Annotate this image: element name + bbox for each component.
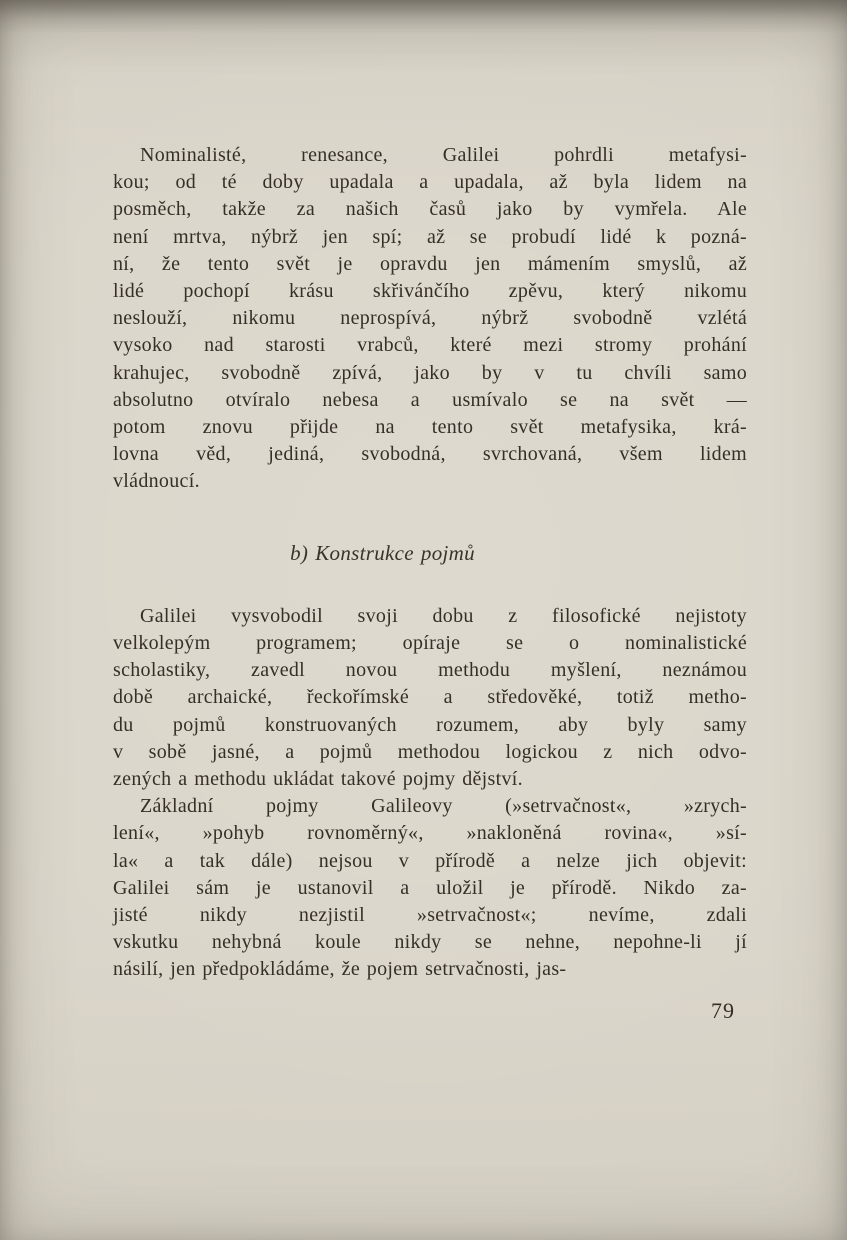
text-line: lidé pochopí krásu skřivánčího zpěvu, který nikomu bbox=[113, 280, 747, 303]
text-line: lovna věd, jediná, svobodná, svrchovaná, všem lidem bbox=[113, 443, 747, 466]
text-line: násilí, jen předpokládáme, že pojem setrvačnosti, jas- bbox=[113, 958, 567, 981]
text-line: vládnoucí. bbox=[113, 470, 200, 493]
text-line: jisté nikdy nezjistil »setrvačnost«; nevíme, zdali bbox=[113, 904, 747, 927]
text-line: vskutku nehybná koule nikdy se nehne, nepohne-li jí bbox=[113, 931, 747, 954]
text-line: Galilei sám je ustanovil a uložil je přírodě. Nikdo za- bbox=[113, 876, 747, 899]
text-line: zených a methodu ukládat takové pojmy dějství. bbox=[113, 768, 523, 791]
text-line: posměch, takže za našich časů jako by vymřela. Ale bbox=[113, 198, 747, 221]
text-line: Galilei vysvobodil svoji dobu z filosofické nejistoty bbox=[140, 604, 747, 627]
text-line: kou; od té doby upadala a upadala, až byla lidem na bbox=[113, 171, 747, 194]
text-line: vysoko nad starosti vrabců, které mezi stromy prohání bbox=[113, 334, 747, 357]
paragraph-nominalists bbox=[113, 142, 747, 496]
text-line: absolutno otvíralo nebesa a usmívalo se na svět — bbox=[113, 388, 747, 411]
text-line: la« a tak dále) nejsou v přírodě a nelze jich objevit: bbox=[113, 849, 747, 872]
text-line: du pojmů konstruovaných rozumem, aby byly samy bbox=[113, 713, 747, 736]
text-line: ní, že tento svět je opravdu jen mámením smyslů, až bbox=[113, 252, 747, 275]
text-line: době archaické, řeckořímské a středověké, totiž metho- bbox=[113, 686, 747, 709]
text-line: scholastiky, zavedl novou methodu myšlení, neznámou bbox=[113, 659, 747, 682]
paragraph-basic-concepts bbox=[113, 793, 747, 983]
text-line: velkolepým programem; opíraje se o nominalistické bbox=[113, 632, 747, 655]
text-line: není mrtva, nýbrž jen spí; až se probudí lidé k pozná- bbox=[113, 225, 747, 248]
text-line: lení«, »pohyb rovnoměrný«, »nakloněná rovina«, »sí- bbox=[113, 822, 747, 845]
text-line: krahujec, svobodně zpívá, jako by v tu chvíli samo bbox=[113, 361, 747, 384]
section-heading: b) Konstrukce pojmů bbox=[290, 540, 475, 565]
page-number: 79 bbox=[711, 998, 735, 1023]
text-block bbox=[113, 142, 747, 984]
text-line: Nominalisté, renesance, Galilei pohrdli metafysi- bbox=[140, 144, 747, 166]
text-line: neslouží, nikomu neprospívá, nýbrž svobodně vzlétá bbox=[113, 307, 747, 330]
text-line: Základní pojmy Galileovy (»setrvačnost«, »zrych- bbox=[140, 795, 747, 818]
paragraph-galilei-program bbox=[113, 603, 747, 793]
text-line: v sobě jasné, a pojmů methodou logickou z nich odvo- bbox=[113, 740, 747, 763]
text-line: potom znovu přijde na tento svět metafysika, krá- bbox=[113, 416, 747, 439]
